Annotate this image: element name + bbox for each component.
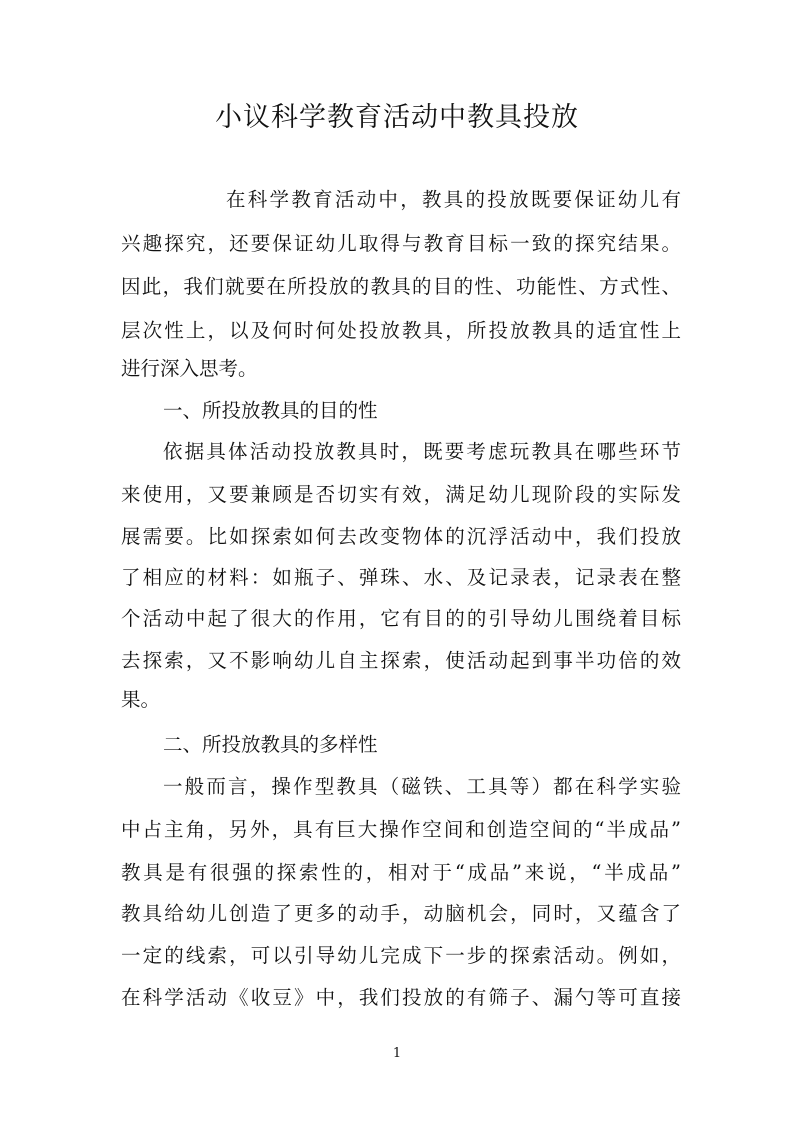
- section1-line-4: 了相应的材料：如瓶子、弹珠、水、及记录表，记录表在整: [121, 566, 681, 589]
- section2-line-3: 教具是有很强的探索性的，相对于“成品”来说，“半成品”: [121, 861, 681, 884]
- section1-line-6: 去探索，又不影响幼儿自主探索，使活动起到事半功倍的效: [121, 649, 681, 672]
- section1-line-2: 来使用，又要兼顾是否切实有效，满足幼儿现阶段的实际发: [121, 483, 681, 506]
- document-title: 小议科学教育活动中教具投放: [215, 102, 579, 133]
- section1-line-3: 展需要。比如探索如何去改变物体的沉浮活动中，我们投放: [121, 525, 681, 548]
- section1-line-5: 个活动中起了很大的作用，它有目的的引导幼儿围绕着目标: [121, 607, 681, 630]
- section1-line-1: 依据具体活动投放教具时，既要考虑玩教具在哪些环节: [163, 440, 681, 463]
- intro-line-3: 因此，我们就要在所投放的教具的目的性、功能性、方式性、: [121, 275, 681, 298]
- intro-line-5: 进行深入思考。: [121, 357, 258, 380]
- section2-line-1: 一般而言，操作型教具（磁铁、工具等）都在科学实验: [163, 775, 681, 798]
- intro-line-4: 层次性上，以及何时何处投放教具，所投放教具的适宜性上: [121, 319, 681, 342]
- section-heading-purpose: 一、所投放教具的目的性: [163, 399, 378, 422]
- section2-line-5: 一定的线索，可以引导幼儿完成下一步的探索活动。例如，: [121, 944, 681, 967]
- section2-line-4: 教具给幼儿创造了更多的动手，动脑机会，同时，又蕴含了: [121, 902, 681, 925]
- page-number: 1: [392, 1046, 402, 1061]
- section2-line-2: 中占主角，另外，具有巨大操作空间和创造空间的“半成品”: [121, 818, 681, 841]
- intro-line-2: 兴趣探究，还要保证幼儿取得与教育目标一致的探究结果。: [121, 232, 681, 255]
- section2-line-6: 在科学活动《收豆》中，我们投放的有筛子、漏勺等可直接: [121, 986, 681, 1009]
- section1-line-7: 果。: [121, 688, 161, 711]
- intro-line-1: 在科学教育活动中，教具的投放既要保证幼儿有: [226, 188, 681, 211]
- section-heading-diversity: 二、所投放教具的多样性: [163, 733, 378, 756]
